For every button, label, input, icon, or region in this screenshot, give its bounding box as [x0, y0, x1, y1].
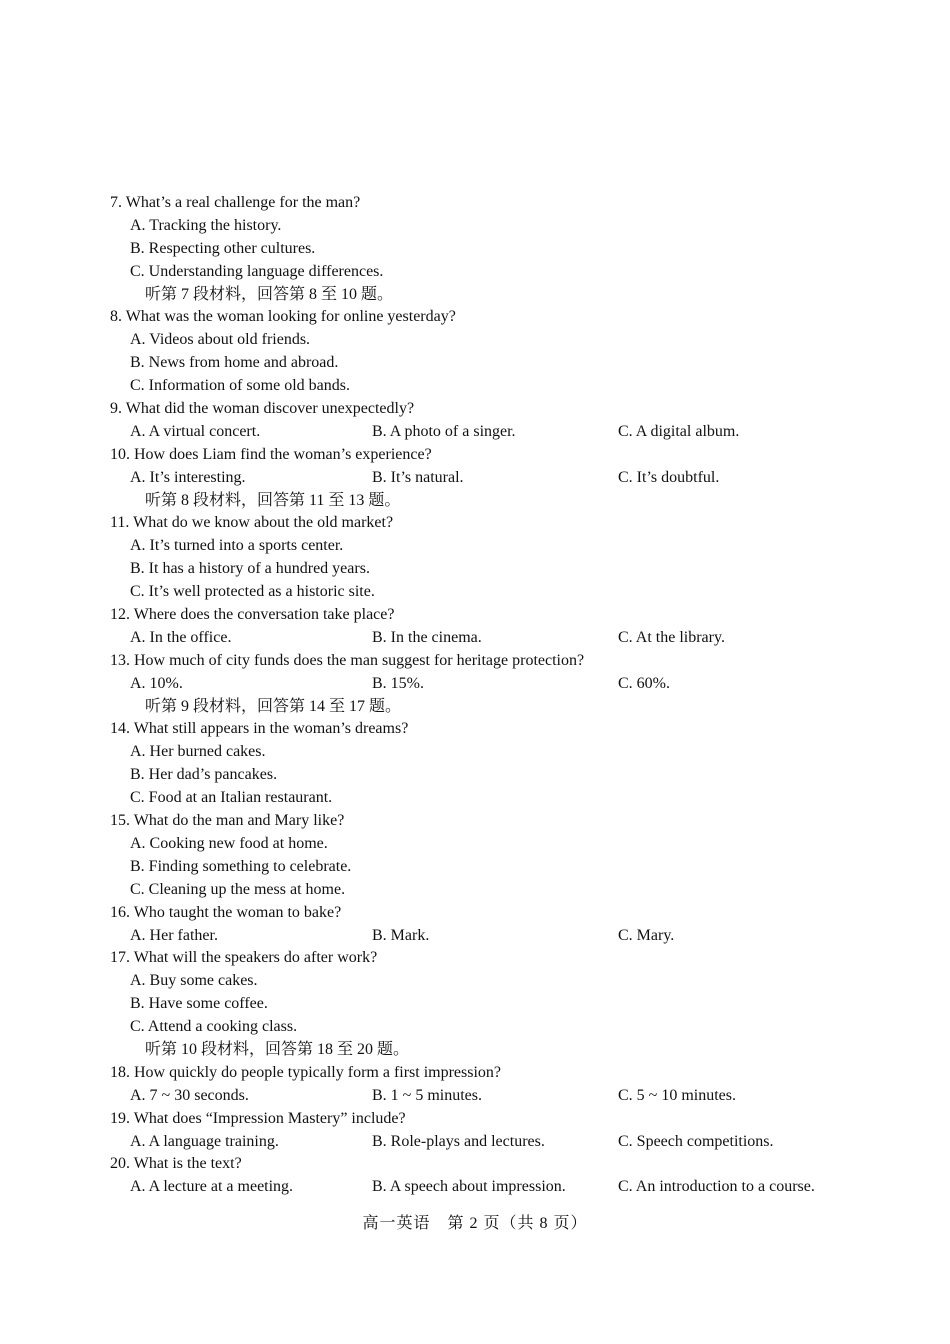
option-b: B. Role-plays and lectures. [372, 1132, 545, 1150]
question-stem: 19. What does “Impression Mastery” include? [110, 1109, 406, 1127]
question-stem: 12. Where does the conversation take place? [110, 606, 395, 624]
options-row [110, 673, 850, 696]
question-stem: 15. What do the man and Mary like? [110, 812, 345, 830]
option-a: A. 7 ~ 30 seconds. [130, 1086, 249, 1104]
option-a: A. 10%. [130, 674, 183, 692]
option: A. Buy some cakes. [130, 972, 258, 990]
question-stem: 20. What is the text? [110, 1155, 242, 1173]
section-instruction: 听第 10 段材料，回答第 18 至 20 题。 [145, 1040, 410, 1058]
option: B. Her dad’s pancakes. [130, 766, 278, 784]
question-stem: 9. What did the woman discover unexpectedly? [110, 400, 415, 418]
option-b: B. 15%. [372, 674, 424, 692]
options-row [110, 421, 850, 444]
option-a: A. Her father. [130, 926, 218, 944]
option: C. Attend a cooking class. [130, 1018, 298, 1036]
option-b: B. 1 ~ 5 minutes. [372, 1086, 482, 1104]
option-a: A. A language training. [130, 1132, 279, 1150]
option-b: B. It’s natural. [372, 468, 464, 486]
options-row [110, 467, 850, 490]
option: C. Understanding language differences. [130, 262, 384, 280]
option: A. It’s turned into a sports center. [130, 537, 344, 555]
option-b: B. Mark. [372, 926, 430, 944]
section-instruction: 听第 9 段材料，回答第 14 至 17 题。 [145, 697, 402, 715]
option-a: A. It’s interesting. [130, 468, 246, 486]
option-b: B. A photo of a singer. [372, 422, 516, 440]
options-row [110, 1085, 850, 1108]
question-stem: 7. What’s a real challenge for the man? [110, 194, 361, 211]
option: A. Tracking the history. [130, 216, 282, 234]
option: C. Food at an Italian restaurant. [130, 789, 333, 807]
question-stem: 10. How does Liam find the woman’s experience? [110, 445, 432, 463]
option: A. Her burned cakes. [130, 743, 266, 761]
option-c: C. Speech competitions. [618, 1132, 774, 1150]
question-stem: 16. Who taught the woman to bake? [110, 903, 342, 921]
question-stem: 17. What will the speakers do after work? [110, 949, 378, 967]
options-row [110, 627, 850, 650]
question-stem: 18. How quickly do people typically form a first impression? [110, 1063, 502, 1081]
option: A. Videos about old friends. [130, 331, 311, 349]
option: B. It has a history of a hundred years. [130, 560, 370, 578]
question-stem: 13. How much of city funds does the man suggest for heritage protection? [110, 651, 585, 669]
option: B. Respecting other cultures. [130, 239, 316, 257]
option-c: C. A digital album. [618, 422, 740, 440]
option: C. It’s well protected as a historic site. [130, 583, 375, 601]
option: B. Have some coffee. [130, 995, 268, 1013]
option-c: C. 5 ~ 10 minutes. [618, 1086, 736, 1104]
option-a: A. In the office. [130, 628, 232, 646]
option: B. News from home and abroad. [130, 354, 339, 372]
option-b: B. In the cinema. [372, 628, 482, 646]
option-c: C. An introduction to a course. [618, 1178, 815, 1196]
option: B. Finding something to celebrate. [130, 857, 352, 875]
options-row [110, 1131, 850, 1154]
option: C. Cleaning up the mess at home. [130, 880, 346, 898]
option-a: A. A virtual concert. [130, 422, 261, 440]
option: A. Cooking new food at home. [130, 834, 328, 852]
section-instruction: 听第 7 段材料，回答第 8 至 10 题。 [145, 285, 394, 303]
question-stem: 8. What was the woman looking for online yesterday? [110, 308, 456, 326]
option-b: B. A speech about impression. [372, 1178, 566, 1196]
question-list [110, 192, 850, 1199]
page-footer: 高一英语 第 2 页（共 8 页） [362, 1215, 588, 1232]
option-c: C. It’s doubtful. [618, 468, 720, 486]
question-stem: 14. What still appears in the woman’s dreams? [110, 720, 409, 738]
options-row [110, 1176, 850, 1199]
section-instruction: 听第 8 段材料，回答第 11 至 13 题。 [145, 491, 401, 509]
question-stem: 11. What do we know about the old market? [110, 514, 394, 532]
option-c: C. Mary. [618, 926, 675, 944]
option: C. Information of some old bands. [130, 377, 350, 395]
option-c: C. At the library. [618, 628, 725, 646]
option-a: A. A lecture at a meeting. [130, 1178, 294, 1196]
options-row [110, 925, 850, 948]
option-c: C. 60%. [618, 674, 670, 692]
